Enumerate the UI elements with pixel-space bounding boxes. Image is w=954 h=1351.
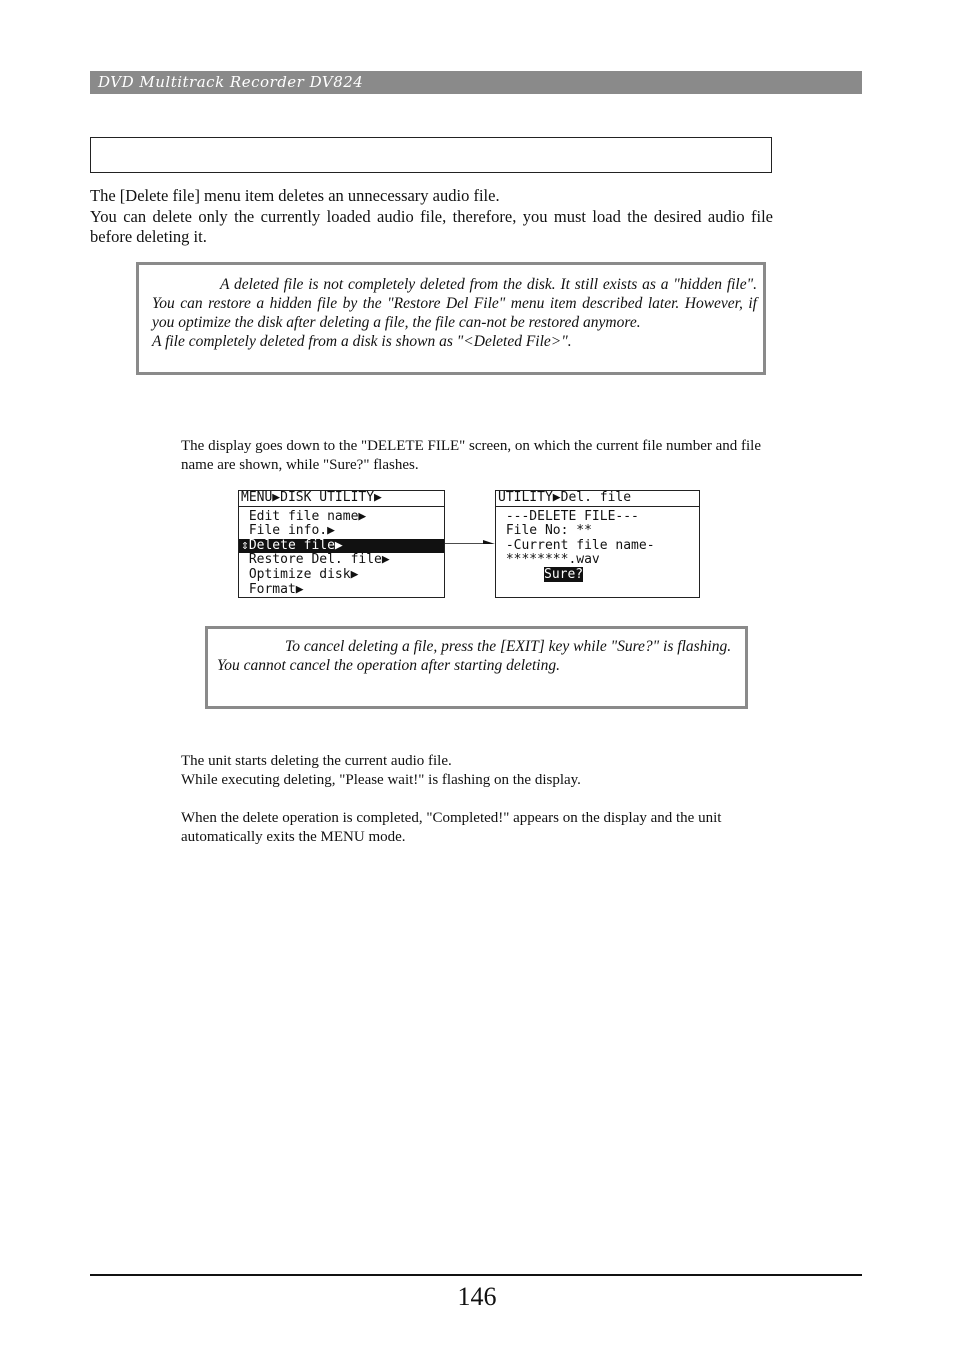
- lcd-right-line-heading: ---DELETE FILE---: [498, 508, 639, 524]
- lcd-right-line-current-file-label: -Current file name-: [498, 537, 655, 553]
- lcd-right-line-file-name: ********.wav: [498, 552, 600, 568]
- lcd-left-item-delete-file-selected: ⇕Delete file▶: [239, 539, 444, 554]
- section-title-box: [90, 137, 772, 173]
- step-2-line-2: While executing deleting, "Please wait!" is flashing on the display.: [181, 772, 581, 788]
- header-title: DVD Multitrack Recorder DV824: [98, 73, 364, 91]
- lcd-left-title: MENU▶DISK UTILITY▶: [239, 491, 444, 507]
- intro-paragraph-1: The [Delete file] menu item deletes an unnecessary audio file.: [90, 186, 500, 205]
- lcd-menu-disk-utility: [238, 490, 445, 598]
- note-line-2: A file completely deleted from a disk is shown as "<Deleted File>".: [152, 333, 572, 350]
- note-2-line-2: You cannot cancel the operation after starting deleting.: [217, 657, 560, 674]
- lcd-right-line-file-no: File No: **: [498, 523, 592, 539]
- lcd-left-item-restore-del-file: Restore Del. file▶: [241, 552, 390, 568]
- note-2-line-1: To cancel deleting a file, press the [EXIT] key while "Sure?" is flashing.: [285, 638, 732, 655]
- page-number: 146: [457, 1282, 497, 1311]
- step-1-text: [181, 437, 771, 475]
- note-text: [152, 275, 757, 351]
- intro-text: [90, 186, 773, 248]
- lcd-left-item-file-info: File info.▶: [241, 523, 335, 539]
- lcd-delete-file-screen: [495, 490, 700, 598]
- lcd-left-item-format: Format▶: [241, 581, 304, 597]
- lcd-left-item-optimize-disk: Optimize disk▶: [241, 566, 359, 582]
- note-line-1: A deleted file is not completely deleted from the disk. It still exists as a "hidden file". You can restore a hidden file by the "Restore Del File" menu item described later. However, if you optimize the disk after deleting a file, the file can-not be restored anymore.: [152, 276, 757, 331]
- lcd-right-sure-prompt: Sure?: [544, 566, 584, 582]
- step-1-paragraph: The display goes down to the "DELETE FILE" screen, on which the current file number and file name are shown, while "Sure?" flashes.: [181, 438, 761, 473]
- header-bar: [90, 71, 862, 94]
- step-2-text: [181, 752, 771, 790]
- lcd-right-title: UTILITY▶Del. file: [496, 491, 699, 507]
- arrow-icon: [445, 540, 495, 544]
- note-box-deleted-file: [136, 262, 766, 375]
- footer-rule: [90, 1274, 862, 1276]
- step-2-line-1: The unit starts deleting the current audio file.: [181, 753, 452, 769]
- step-3-text: [181, 809, 771, 847]
- note-box-cancel: [205, 626, 748, 709]
- lcd-left-item-edit-file-name: Edit file name▶: [241, 508, 367, 524]
- note-2-text: [217, 637, 739, 675]
- intro-paragraph-2: You can delete only the currently loaded audio file, therefore, you must load the desired audio file before deleting it.: [90, 206, 773, 246]
- step-3-paragraph: When the delete operation is completed, "Completed!" appears on the display and the unit automatically exits the MENU mode.: [181, 810, 722, 845]
